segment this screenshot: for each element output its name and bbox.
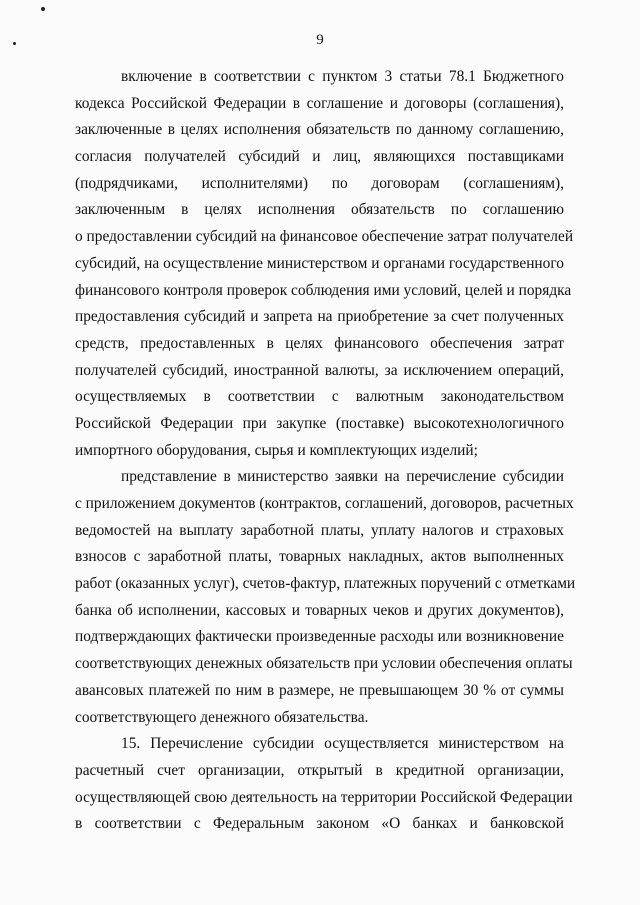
text-line: взносов с заработной платы, товарных накладных, актов выполненных [75,548,564,566]
text-line: субсидий, на осуществление министерством и органами государственного [75,254,564,272]
text-line: заключенным в целях исполнения обязательств по соглашению [75,201,564,219]
document-body [75,64,576,838]
text-line: о предоставлении субсидий на финансовое обеспечение затрат получателей [75,228,574,246]
paragraph [75,731,573,838]
text-line: Российской Федерации при закупке (поставке) высокотехнологичного [75,414,564,432]
paragraph [75,464,576,731]
text-line: кодекса Российской Федерации в соглашение и договоры (соглашения), [75,94,564,112]
text-line: включение в соответствии с пунктом 3 статьи 78.1 Бюджетного [121,68,564,85]
text-line: средств, предоставленных в целях финансового обеспечения затрат [75,334,564,352]
text-line: заключенные в целях исполнения обязательств по данному соглашению, [75,121,564,139]
text-line: получателей субсидий, иностранной валюты, за исключением операций, [75,361,564,379]
text-line: соответствующего денежного обязательства. [75,708,369,726]
text-line: согласия получателей субсидий и лиц, являющихся поставщиками [75,148,564,166]
text-line: 15. Перечисление субсидии осуществляется министерством на [121,735,564,753]
text-line: работ (оказанных услуг), счетов-фактур, платежных поручений с отметками [75,575,576,593]
text-line: подтверждающих фактически произведенные расходы или возникновение [75,628,564,646]
text-line: представление в министерство заявки на перечисление субсидии [121,468,564,486]
text-line: в соответствии с Федеральным законом «О банках и банковской [75,815,564,833]
text-line: осуществляемых в соответствии с валютным законодательством [75,388,564,406]
text-line: (подрядчиками, исполнителями) по договорам (соглашениям), [75,174,564,192]
text-line: с приложением документов (контрактов, соглашений, договоров, расчетных [75,495,574,512]
text-line: банка об исполнении, кассовых и товарных чеков и других документов), [75,601,564,619]
text-line: предоставления субсидий и запрета на приобретение за счет полученных [75,308,564,326]
text-line: авансовых платежей по ним в размере, не превышающем 30 % от суммы [75,681,564,699]
text-line: ведомостей на выплату заработной платы, уплату налогов и страховых [75,521,564,539]
text-line: расчетный счет организации, открытый в кредитной организации, [75,761,564,779]
page-number: 9 [316,32,324,48]
text-line: финансового контроля проверок соблюдения ими условий, целей и порядка [75,281,572,299]
text-line: осуществляющей свою деятельность на территории Российской Федерации [75,788,573,806]
scan-artifact-dot [41,7,45,11]
text-line: импортного оборудования, сырья и комплектующих изделий; [75,441,478,459]
text-line: соответствующих денежных обязательств при условии обеспечения оплаты [75,655,573,673]
paragraph [75,64,574,464]
